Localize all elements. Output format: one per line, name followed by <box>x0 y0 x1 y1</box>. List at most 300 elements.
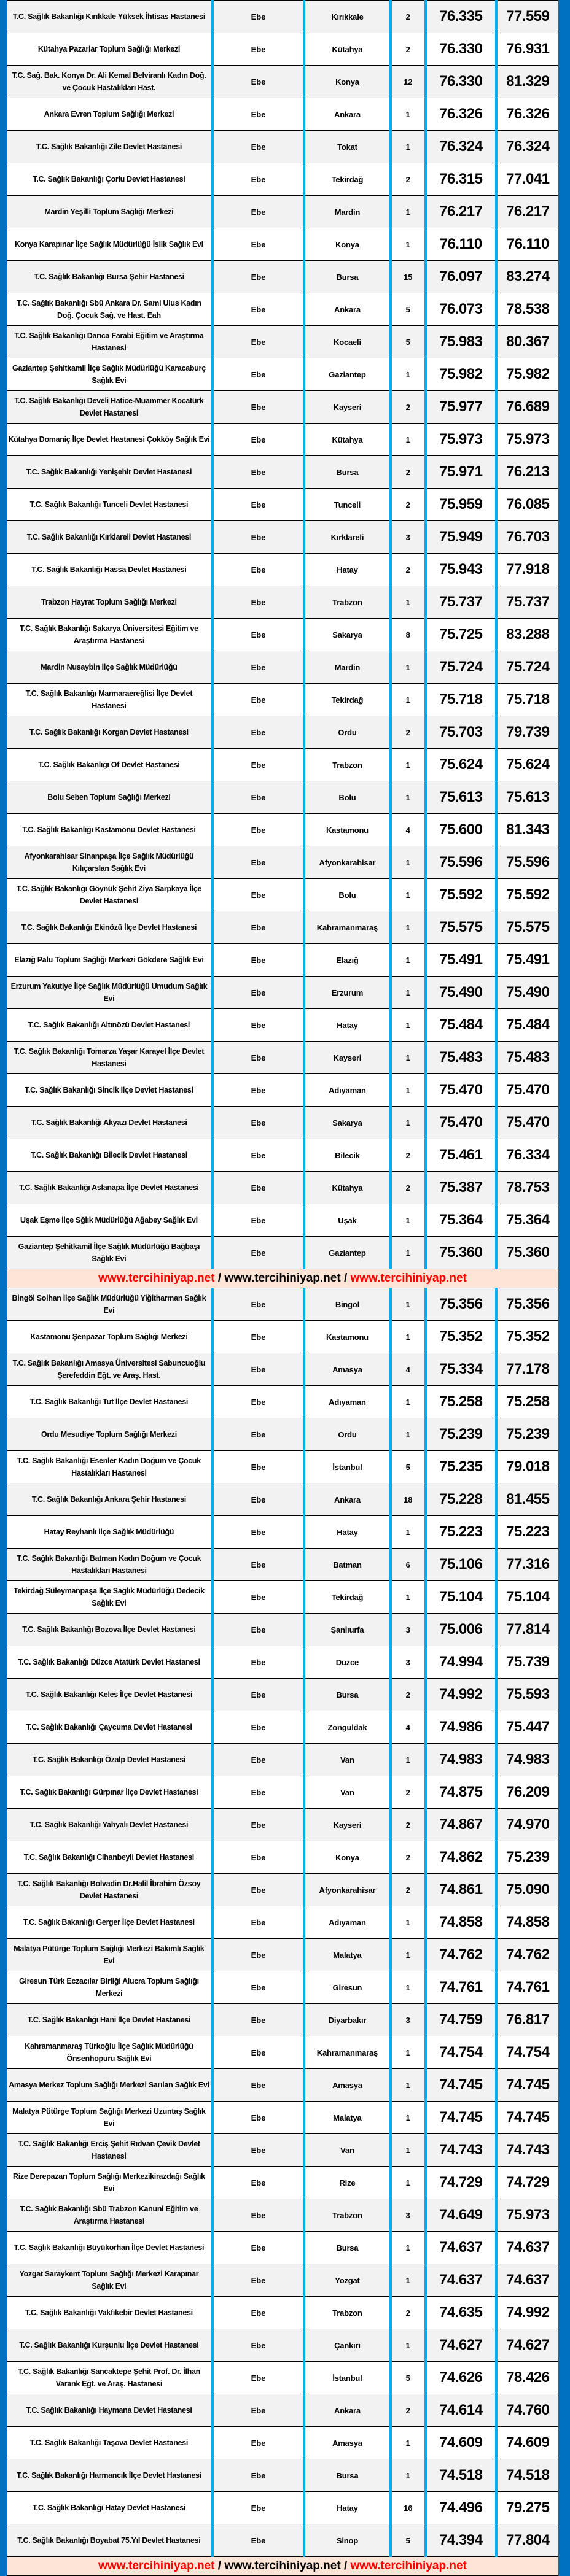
min-score: 75.483 <box>426 1042 496 1074</box>
quota: 1 <box>391 1074 426 1107</box>
program-type: Ebe <box>213 391 304 424</box>
program-type: Ebe <box>213 619 304 651</box>
institution-name: T.C. Sağlık Bakanlığı Hani İlçe Devlet Hastanesi <box>7 2004 213 2036</box>
quota: 1 <box>391 1418 426 1451</box>
institution-name: T.C. Sağlık Bakanlığı Sincik İlçe Devlet Hastanesi <box>7 1074 213 1107</box>
quota: 1 <box>391 651 426 684</box>
program-type: Ebe <box>213 749 304 781</box>
table-row <box>7 1679 558 1711</box>
city: Hatay <box>304 1009 390 1042</box>
table-row <box>7 326 558 358</box>
banner-link-3[interactable]: www.tercihiniyap.net <box>350 1272 467 1285</box>
max-score: 76.213 <box>496 456 558 489</box>
program-type: Ebe <box>213 1776 304 1809</box>
min-score: 76.315 <box>426 163 496 196</box>
institution-name: T.C. Sağlık Bakanlığı Bozova İlçe Devlet Hastanesi <box>7 1614 213 1646</box>
max-score: 77.178 <box>496 1353 558 1386</box>
table-row <box>7 2427 558 2459</box>
program-type: Ebe <box>213 1353 304 1386</box>
program-type: Ebe <box>213 1874 304 1906</box>
min-score: 75.484 <box>426 1009 496 1042</box>
program-type: Ebe <box>213 1971 304 2004</box>
banner-link-2[interactable]: www.tercihiniyap.net <box>224 1272 341 1285</box>
program-type: Ebe <box>213 2167 304 2199</box>
city: Tekirdağ <box>304 684 390 716</box>
table-row <box>7 1516 558 1549</box>
institution-name: Tekirdağ Süleymanpaşa İlçe Sağlık Müdürlüğü Dedecik Sağlık Evi <box>7 1581 213 1614</box>
min-score: 75.724 <box>426 651 496 684</box>
max-score: 74.637 <box>496 2264 558 2297</box>
institution-name: T.C. Sağlık Bakanlığı Ankara Şehir Hastanesi <box>7 1483 213 1516</box>
min-score: 74.861 <box>426 1874 496 1906</box>
table-row <box>7 489 558 521</box>
institution-name: T.C. Sağlık Bakanlığı Sbü Trabzon Kanuni Eğitim ve Araştırma Hastanesi <box>7 2199 213 2232</box>
max-score: 77.804 <box>496 2524 558 2557</box>
table-row <box>7 944 558 977</box>
institution-name: T.C. Sağlık Bakanlığı Yahyalı Devlet Hastanesi <box>7 1809 213 1841</box>
quota: 1 <box>391 1204 426 1237</box>
institution-name: T.C. Sağlık Bakanlığı Bilecik Devlet Hastanesi <box>7 1139 213 1172</box>
quota: 1 <box>391 358 426 391</box>
max-score: 75.239 <box>496 1841 558 1874</box>
institution-name: T.C. Sağlık Bakanlığı Yenişehir Devlet Hastanesi <box>7 456 213 489</box>
program-type: Ebe <box>213 651 304 684</box>
institution-name: Malatya Pütürge Toplum Sağlığı Merkezi Bakımlı Sağlık Evi <box>7 1939 213 1971</box>
max-score: 74.970 <box>496 1809 558 1841</box>
min-score: 76.324 <box>426 131 496 163</box>
institution-name: Konya Karapınar İlçe Sağlık Müdürlüğü İslik Sağlık Evi <box>7 228 213 261</box>
program-type: Ebe <box>213 2134 304 2167</box>
quota: 2 <box>391 456 426 489</box>
program-type: Ebe <box>213 98 304 131</box>
institution-name: T.C. Sağlık Bakanlığı Çorlu Devlet Hastanesi <box>7 163 213 196</box>
quota: 1 <box>391 1939 426 1971</box>
min-score: 74.626 <box>426 2362 496 2394</box>
table-row <box>7 1841 558 1874</box>
table-row <box>7 2524 558 2557</box>
institution-name: Uşak Eşme İlçe Sğlık Müdürlüğü Ağabey Sağlık Evi <box>7 1204 213 1237</box>
institution-name: T.C. Sağlık Bakanlığı Tut İlçe Devlet Hastanesi <box>7 1386 213 1418</box>
program-type: Ebe <box>213 1841 304 1874</box>
min-score: 74.762 <box>426 1939 496 1971</box>
institution-name: T.C. Sağlık Bakanlığı Zile Devlet Hastanesi <box>7 131 213 163</box>
table-row <box>7 391 558 424</box>
table-row <box>7 2394 558 2427</box>
banner-link-3[interactable]: www.tercihiniyap.net <box>350 2559 467 2572</box>
quota: 2 <box>391 1841 426 1874</box>
min-score: 75.600 <box>426 814 496 846</box>
city: Malatya <box>304 1939 390 1971</box>
table-body-part-b <box>7 1288 558 2557</box>
institution-name: Yozgat Saraykent Toplum Sağlığı Merkezi Karapınar Sağlık Evi <box>7 2264 213 2297</box>
quota: 1 <box>391 1107 426 1139</box>
city: Ordu <box>304 716 390 749</box>
city: Sinop <box>304 2524 390 2557</box>
quota: 4 <box>391 1711 426 1744</box>
quota: 1 <box>391 2264 426 2297</box>
table-row <box>7 2459 558 2492</box>
quota: 1 <box>391 2329 426 2362</box>
table-row <box>7 2297 558 2329</box>
max-score: 74.761 <box>496 1971 558 2004</box>
table-row <box>7 424 558 456</box>
quota: 18 <box>391 1483 426 1516</box>
city: Sakarya <box>304 1107 390 1139</box>
program-type: Ebe <box>213 2069 304 2102</box>
website-banner <box>7 2557 558 2576</box>
max-score: 75.982 <box>496 358 558 391</box>
quota: 1 <box>391 944 426 977</box>
city: Elazığ <box>304 944 390 977</box>
city: Bursa <box>304 456 390 489</box>
table-row <box>7 1744 558 1776</box>
quota: 6 <box>391 1549 426 1581</box>
city: Uşak <box>304 1204 390 1237</box>
min-score: 75.624 <box>426 749 496 781</box>
institution-name: T.C. Sağlık Bakanlığı Esenler Kadın Doğum ve Çocuk Hastalıkları Hastanesi <box>7 1451 213 1483</box>
program-type: Ebe <box>213 1549 304 1581</box>
table-row <box>7 163 558 196</box>
program-type: Ebe <box>213 2036 304 2069</box>
banner-separator-1: / <box>214 2559 225 2572</box>
institution-name: T.C. Sağlık Bakanlığı Sbü Ankara Dr. Sami Ulus Kadın Doğ. Çocuk Sağ. ve Hast. Eah <box>7 293 213 326</box>
banner-link-1[interactable]: www.tercihiniyap.net <box>98 1272 215 1285</box>
max-score: 81.455 <box>496 1483 558 1516</box>
table-row <box>7 1288 558 1321</box>
min-score: 75.725 <box>426 619 496 651</box>
quota: 1 <box>391 2167 426 2199</box>
hospital-score-table <box>7 0 558 2576</box>
program-type: Ebe <box>213 1204 304 1237</box>
program-type: Ebe <box>213 814 304 846</box>
city: Bolu <box>304 879 390 911</box>
max-score: 75.223 <box>496 1516 558 1549</box>
min-score: 75.718 <box>426 684 496 716</box>
max-score: 79.739 <box>496 716 558 749</box>
city: Gaziantep <box>304 1237 390 1269</box>
program-type: Ebe <box>213 2492 304 2524</box>
city: Van <box>304 2134 390 2167</box>
institution-name: Rize Derepazarı Toplum Sağlığı Merkezikirazdağı Sağlık Evi <box>7 2167 213 2199</box>
min-score: 75.613 <box>426 781 496 814</box>
city: Rize <box>304 2167 390 2199</box>
city: Ankara <box>304 1483 390 1516</box>
table-body-part-a <box>7 1 558 1269</box>
table-row <box>7 1646 558 1679</box>
institution-name: T.C. Sağlık Bakanlığı Göynük Şehit Ziya Sarpkaya İlçe Devlet Hastanesi <box>7 879 213 911</box>
quota: 1 <box>391 228 426 261</box>
institution-name: T.C. Sağlık Bakanlığı Büyükorhan İlçe Devlet Hastanesi <box>7 2232 213 2264</box>
max-score: 75.352 <box>496 1321 558 1353</box>
max-score: 75.596 <box>496 846 558 879</box>
city: Kastamonu <box>304 814 390 846</box>
city: Bursa <box>304 1679 390 1711</box>
program-type: Ebe <box>213 2102 304 2134</box>
max-score: 74.754 <box>496 2036 558 2069</box>
table-row <box>7 1386 558 1418</box>
table-row <box>7 1204 558 1237</box>
max-score: 74.745 <box>496 2069 558 2102</box>
quota: 16 <box>391 2492 426 2524</box>
table-row <box>7 1939 558 1971</box>
banner-section-1 <box>7 1269 558 1288</box>
min-score: 75.223 <box>426 1516 496 1549</box>
max-score: 75.490 <box>496 977 558 1009</box>
max-score: 76.334 <box>496 1139 558 1172</box>
min-score: 76.217 <box>426 196 496 228</box>
min-score: 75.949 <box>426 521 496 554</box>
city: Amasya <box>304 1353 390 1386</box>
max-score: 74.627 <box>496 2329 558 2362</box>
quota: 1 <box>391 1581 426 1614</box>
institution-name: T.C. Sağlık Bakanlığı Tomarza Yaşar Karayel İlçe Devlet Hastanesi <box>7 1042 213 1074</box>
city: Trabzon <box>304 586 390 619</box>
institution-name: T.C. Sağlık Bakanlığı Hatay Devlet Hastanesi <box>7 2492 213 2524</box>
quota: 3 <box>391 1646 426 1679</box>
institution-name: Bolu Seben Toplum Sağlığı Merkezi <box>7 781 213 814</box>
max-score: 74.729 <box>496 2167 558 2199</box>
table-row <box>7 1711 558 1744</box>
banner-separator-2: / <box>340 1272 351 1285</box>
max-score: 75.613 <box>496 781 558 814</box>
table-row <box>7 749 558 781</box>
institution-name: T.C. Sağlık Bakanlığı Kastamonu Devlet Hastanesi <box>7 814 213 846</box>
program-type: Ebe <box>213 1 304 33</box>
table-row <box>7 814 558 846</box>
program-type: Ebe <box>213 684 304 716</box>
table-row <box>7 2004 558 2036</box>
table-row <box>7 911 558 944</box>
table-row <box>7 456 558 489</box>
program-type: Ebe <box>213 1809 304 1841</box>
city: Erzurum <box>304 977 390 1009</box>
institution-name: Kastamonu Şenpazar Toplum Sağlığı Merkezi <box>7 1321 213 1353</box>
min-score: 75.703 <box>426 716 496 749</box>
min-score: 76.110 <box>426 228 496 261</box>
program-type: Ebe <box>213 2297 304 2329</box>
min-score: 75.352 <box>426 1321 496 1353</box>
quota: 1 <box>391 196 426 228</box>
institution-name: Trabzon Hayrat Toplum Sağlığı Merkezi <box>7 586 213 619</box>
website-banner <box>7 1269 558 1288</box>
min-score: 74.994 <box>426 1646 496 1679</box>
quota: 1 <box>391 977 426 1009</box>
program-type: Ebe <box>213 1906 304 1939</box>
city: Bolu <box>304 781 390 814</box>
program-type: Ebe <box>213 163 304 196</box>
table-row <box>7 1353 558 1386</box>
program-type: Ebe <box>213 1172 304 1204</box>
institution-name: Kütahya Domaniç İlçe Devlet Hastanesi Çokköy Sağlık Evi <box>7 424 213 456</box>
quota: 4 <box>391 1353 426 1386</box>
max-score: 75.737 <box>496 586 558 619</box>
max-score: 77.814 <box>496 1614 558 1646</box>
institution-name: T.C. Sağlık Bakanlığı Keles İlçe Devlet Hastanesi <box>7 1679 213 1711</box>
institution-name: T.C. Sağlık Bakanlığı Harmancık İlçe Devlet Hastanesi <box>7 2459 213 2492</box>
min-score: 75.258 <box>426 1386 496 1418</box>
institution-name: T.C. Sağlık Bakanlığı Sakarya Üniversitesi Eğitim ve Araştırma Hastanesi <box>7 619 213 651</box>
max-score: 81.329 <box>496 66 558 98</box>
max-score: 74.760 <box>496 2394 558 2427</box>
quota: 2 <box>391 1172 426 1204</box>
city: Gaziantep <box>304 358 390 391</box>
max-score: 77.918 <box>496 554 558 586</box>
max-score: 77.316 <box>496 1549 558 1581</box>
min-score: 75.360 <box>426 1237 496 1269</box>
table-row <box>7 1874 558 1906</box>
institution-name: T.C. Sağlık Bakanlığı Vakfıkebir Devlet Hastanesi <box>7 2297 213 2329</box>
quota: 4 <box>391 814 426 846</box>
min-score: 75.973 <box>426 424 496 456</box>
program-type: Ebe <box>213 1581 304 1614</box>
city: Zonguldak <box>304 1711 390 1744</box>
table-row <box>7 1614 558 1646</box>
max-score: 75.624 <box>496 749 558 781</box>
quota: 2 <box>391 1 426 33</box>
max-score: 76.703 <box>496 521 558 554</box>
max-score: 75.718 <box>496 684 558 716</box>
table-row <box>7 1 558 33</box>
quota: 1 <box>391 684 426 716</box>
program-type: Ebe <box>213 944 304 977</box>
institution-name: Kahramanmaraş Türkoğlu İlçe Sağlık Müdürlüğü Önsenhopuru Sağlık Evi <box>7 2036 213 2069</box>
institution-name: T.C. Sağlık Bakanlığı Boyabat 75.Yıl Devlet Hastanesi <box>7 2524 213 2557</box>
table-row <box>7 651 558 684</box>
banner-link-1[interactable]: www.tercihiniyap.net <box>98 2559 215 2572</box>
program-type: Ebe <box>213 2524 304 2557</box>
table-row <box>7 98 558 131</box>
table-row <box>7 846 558 879</box>
quota: 1 <box>391 749 426 781</box>
program-type: Ebe <box>213 196 304 228</box>
institution-name: T.C. Sağlık Bakanlığı Düzce Atatürk Devlet Hastanesi <box>7 1646 213 1679</box>
min-score: 74.635 <box>426 2297 496 2329</box>
city: Tunceli <box>304 489 390 521</box>
program-type: Ebe <box>213 1042 304 1074</box>
quota: 5 <box>391 2362 426 2394</box>
min-score: 74.986 <box>426 1711 496 1744</box>
city: Kırklareli <box>304 521 390 554</box>
city: Ankara <box>304 293 390 326</box>
min-score: 74.496 <box>426 2492 496 2524</box>
city: Kahramanmaraş <box>304 911 390 944</box>
max-score: 74.518 <box>496 2459 558 2492</box>
table-row <box>7 261 558 293</box>
min-score: 76.330 <box>426 66 496 98</box>
program-type: Ebe <box>213 2362 304 2394</box>
max-score: 74.637 <box>496 2232 558 2264</box>
table-row <box>7 684 558 716</box>
quota: 1 <box>391 2427 426 2459</box>
quota: 1 <box>391 1237 426 1269</box>
min-score: 74.759 <box>426 2004 496 2036</box>
min-score: 74.754 <box>426 2036 496 2069</box>
table-row <box>7 977 558 1009</box>
quota: 2 <box>391 489 426 521</box>
min-score: 75.737 <box>426 586 496 619</box>
institution-name: T.C. Sağlık Bakanlığı Kurşunlu İlçe Devlet Hastanesi <box>7 2329 213 2362</box>
city: Amasya <box>304 2427 390 2459</box>
max-score: 75.575 <box>496 911 558 944</box>
min-score: 75.235 <box>426 1451 496 1483</box>
city: Tekirdağ <box>304 1581 390 1614</box>
table-row <box>7 1321 558 1353</box>
table-row <box>7 1042 558 1074</box>
quota: 15 <box>391 261 426 293</box>
min-score: 75.470 <box>426 1074 496 1107</box>
table-row <box>7 879 558 911</box>
city: Kayseri <box>304 391 390 424</box>
city: Çankırı <box>304 2329 390 2362</box>
table-row <box>7 1009 558 1042</box>
min-score: 75.575 <box>426 911 496 944</box>
table-row <box>7 1906 558 1939</box>
min-score: 75.983 <box>426 326 496 358</box>
banner-section-2 <box>7 2557 558 2576</box>
min-score: 74.627 <box>426 2329 496 2362</box>
city: Batman <box>304 1549 390 1581</box>
city: Hatay <box>304 554 390 586</box>
quota: 2 <box>391 33 426 66</box>
city: Düzce <box>304 1646 390 1679</box>
program-type: Ebe <box>213 261 304 293</box>
institution-name: T.C. Sağlık Bakanlığı Erciş Şehit Rıdvan Çevik Devlet Hastanesi <box>7 2134 213 2167</box>
quota: 3 <box>391 2199 426 2232</box>
city: Van <box>304 1776 390 1809</box>
min-score: 76.330 <box>426 33 496 66</box>
min-score: 74.394 <box>426 2524 496 2557</box>
institution-name: T.C. Sağlık Bakanlığı Taşova Devlet Hastanesi <box>7 2427 213 2459</box>
city: Hatay <box>304 1516 390 1549</box>
program-type: Ebe <box>213 586 304 619</box>
city: Afyonkarahisar <box>304 846 390 879</box>
quota: 1 <box>391 2134 426 2167</box>
institution-name: Malatya Pütürge Toplum Sağlığı Merkezi Uzuntaş Sağlık Evi <box>7 2102 213 2134</box>
program-type: Ebe <box>213 521 304 554</box>
min-score: 74.609 <box>426 2427 496 2459</box>
min-score: 75.356 <box>426 1288 496 1321</box>
quota: 1 <box>391 131 426 163</box>
institution-name: Ordu Mesudiye Toplum Sağlığı Merkezi <box>7 1418 213 1451</box>
max-score: 75.593 <box>496 1679 558 1711</box>
max-score: 75.973 <box>496 424 558 456</box>
max-score: 75.973 <box>496 2199 558 2232</box>
min-score: 75.104 <box>426 1581 496 1614</box>
max-score: 75.470 <box>496 1107 558 1139</box>
program-type: Ebe <box>213 1483 304 1516</box>
min-score: 75.943 <box>426 554 496 586</box>
institution-name: Afyonkarahisar Sinanpaşa İlçe Sağlık Müdürlüğü Kılıçarslan Sağlık Evi <box>7 846 213 879</box>
quota: 2 <box>391 716 426 749</box>
table-row <box>7 1971 558 2004</box>
quota: 1 <box>391 1042 426 1074</box>
program-type: Ebe <box>213 846 304 879</box>
table-row <box>7 2329 558 2362</box>
program-type: Ebe <box>213 1237 304 1269</box>
table-row <box>7 1237 558 1269</box>
min-score: 75.977 <box>426 391 496 424</box>
min-score: 76.326 <box>426 98 496 131</box>
min-score: 75.334 <box>426 1353 496 1386</box>
min-score: 75.491 <box>426 944 496 977</box>
institution-name: T.C. Sağlık Bakanlığı Akyazı Devlet Hastanesi <box>7 1107 213 1139</box>
table-row <box>7 521 558 554</box>
program-type: Ebe <box>213 228 304 261</box>
institution-name: T.C. Sağlık Bakanlığı Gerger İlçe Devlet Hastanesi <box>7 1906 213 1939</box>
max-score: 83.288 <box>496 619 558 651</box>
banner-link-2[interactable]: www.tercihiniyap.net <box>224 2559 341 2572</box>
quota: 1 <box>391 2102 426 2134</box>
